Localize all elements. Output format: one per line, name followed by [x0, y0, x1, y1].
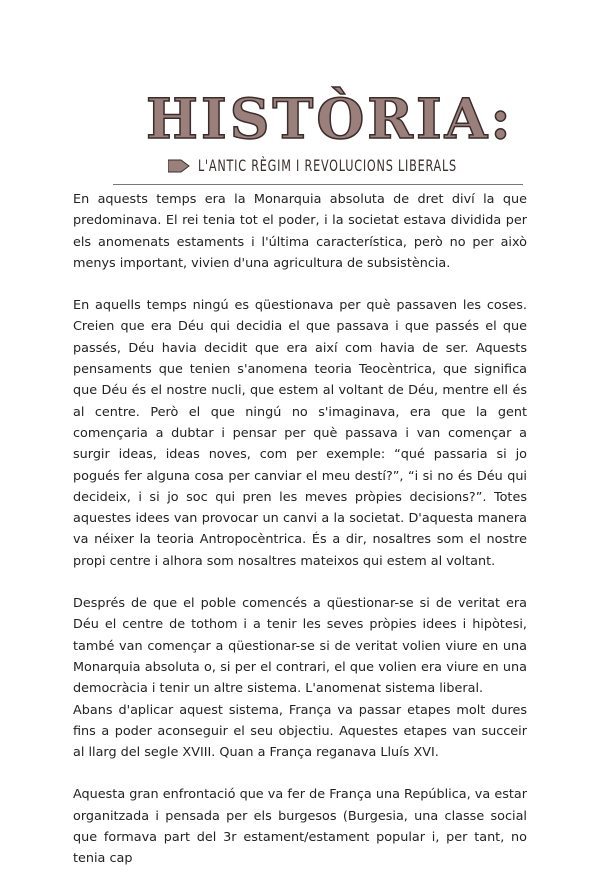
document-body	[73, 189, 527, 870]
page-title: HISTÒRIA:	[146, 86, 514, 151]
arrow-right-icon	[168, 158, 190, 174]
page-header	[0, 0, 600, 190]
paragraph-liberal-system: Després de que el poble comencés a qüestionar-se si de veritat era Déu el centre de tothom i a tenir les seves pròpies idees i hipòtesi, també van començar a qüestionar-se si de veritat volien viure en una Monarquia absoluta o, si per el contrari, el que volien era viure en una democràcia i tenir un altre sistema. L'anomenat sistema liberal.	[73, 596, 527, 697]
page-subtitle: L'ANTIC RÈGIM I REVOLUCIONS LIBERALS	[198, 156, 457, 175]
paragraph-intro: En aquests temps era la Monarquia absoluta de dret diví la que predominava. El rei tenia tot el poder, i la societat estava dividida per els anomenats estaments i l'última característica, però no per això menys important, vivien d'una agricultura de subsistència.	[73, 192, 527, 271]
paragraph-republic: Aquesta gran enfrontació que va fer de França una República, va estar organitzada i pensada per els burgesos (Burgesia, una classe social que formava part del 3r estament/estament popular i, per tant, no tenia cap	[73, 787, 527, 867]
paragraph-theocentric: En aquells temps ningú es qüestionava per què passaven les coses. Creien que era Déu qui decidia el que passava i que passés el que passés, Déu havia decidit que era així com havia de ser. Aquests pensaments que tenien s'anomena teoria Teocèntrica, que significa que Déu és el nostre nucli, que estem al voltant de Déu, mentre ell és al centre. Però el que ningú no s'imaginava, era que la gent començaria a dubtar i pensar per què passava i van començar a surgir ideas, ideas noves, com per exemple: “qué passaria si jo pogués fer alguna cosa per canviar el meu destí?”, “i si no és Déu qui decideix, i si jo soc qui pren les meves pròpies decisions?”. Totes aquestes idees van provocar un canvi a la societat. D'aquesta manera va néixer la teoria Antropocèntrica. És a dir, nosaltres som el nostre propi centre i alhora som nosaltres mateixos qui estem al voltant.	[73, 298, 527, 569]
paragraph-france-stages: Abans d'aplicar aquest sistema, França va passar etapes molt dures fins a poder aconseguir el seu objectiu. Aquestes etapes van succeir al llarg del segle XVIII. Quan a França reganava Lluís XVI.	[73, 702, 527, 761]
header-divider	[113, 184, 523, 185]
